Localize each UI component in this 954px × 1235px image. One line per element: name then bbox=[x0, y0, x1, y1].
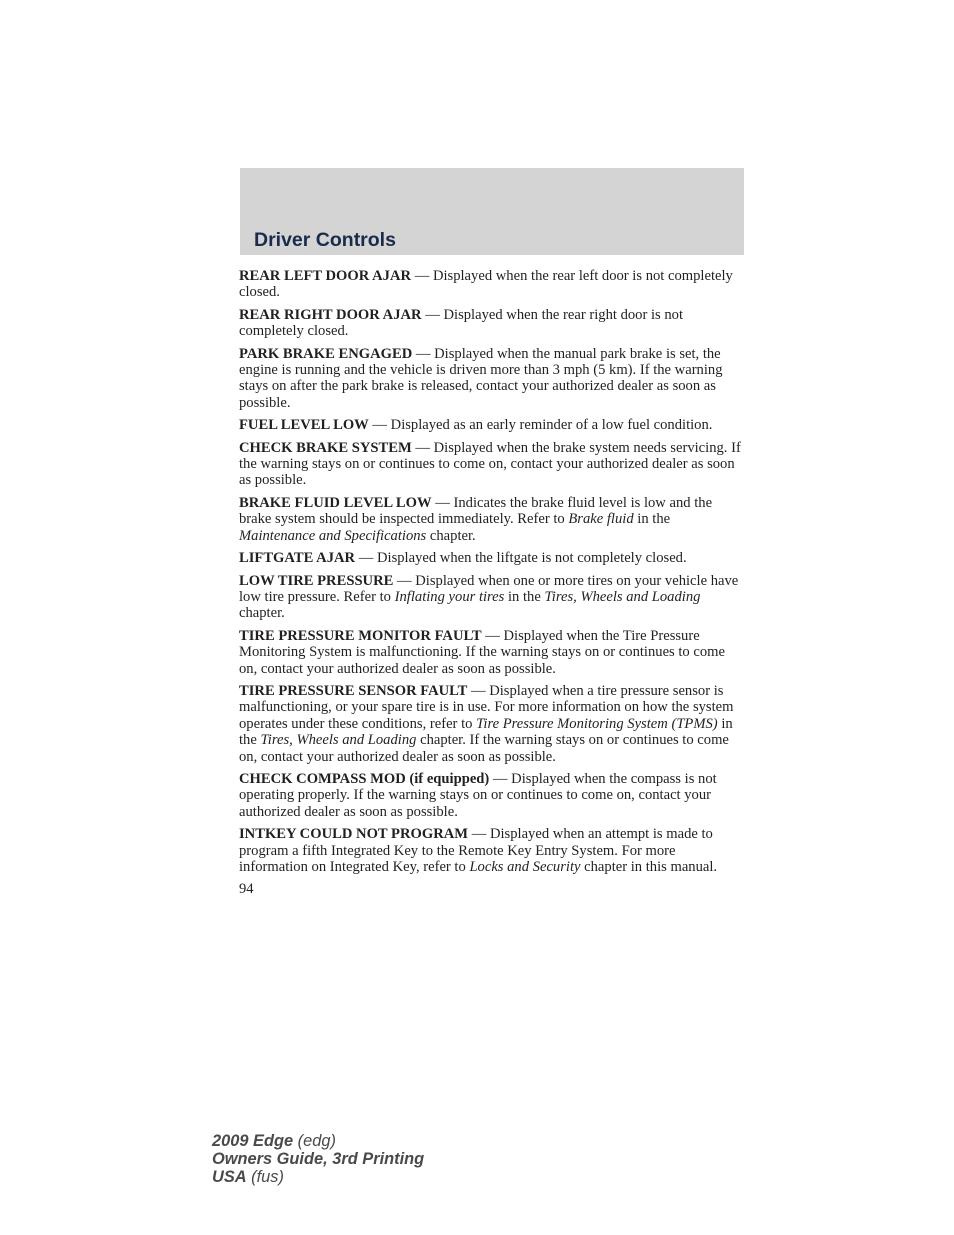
message-text: — Displayed when the brake system needs servicing. If the warning stays on or continues to come on, contact your authorized dealer as soon as possible. bbox=[239, 439, 741, 489]
chapter-header bbox=[240, 168, 744, 255]
message-text: in the bbox=[504, 588, 545, 605]
message-entry bbox=[239, 417, 743, 433]
message-entry bbox=[239, 307, 743, 340]
message-text: — Displayed when an attempt is made to program a fifth Integrated Key to the Remote Key Entry System. For more information on Integrated Key, refer to bbox=[239, 826, 713, 875]
message-list bbox=[239, 268, 743, 875]
message-text: — Displayed when the Tire Pressure Monitoring System is malfunctioning. If the warning stays on or continues to come on, contact your authorized dealer as soon as possible. bbox=[239, 627, 725, 677]
cross-reference: Maintenance and Specifications bbox=[239, 527, 427, 544]
message-text: in the bbox=[633, 511, 671, 528]
message-text: — Displayed when a tire pressure sensor is malfunctioning, or your spare tire is in use. For more information on how the system operates under these conditions, refer to bbox=[239, 682, 734, 732]
footer-line-model: 2009 Edge (edg) bbox=[212, 1132, 336, 1150]
message-text: chapter. bbox=[426, 527, 476, 544]
message-term: REAR LEFT DOOR AJAR bbox=[239, 268, 412, 284]
message-term: PARK BRAKE ENGAGED bbox=[239, 345, 413, 362]
cross-reference: Tires, Wheels and Loading bbox=[260, 732, 417, 749]
message-text: chapter. bbox=[239, 605, 285, 622]
message-entry bbox=[239, 346, 743, 412]
message-entry bbox=[239, 573, 743, 622]
message-text: chapter. If the warning stays on or continues to come on, contact your authorized dealer as soon as possible. bbox=[239, 732, 729, 765]
message-entry bbox=[239, 771, 743, 820]
message-text: chapter in this manual. bbox=[580, 859, 718, 875]
footer-line-market: USA (fus) bbox=[212, 1168, 284, 1186]
cross-reference: Brake fluid bbox=[568, 511, 634, 528]
message-term: CHECK BRAKE SYSTEM bbox=[239, 439, 412, 456]
message-term: LIFTGATE AJAR bbox=[239, 550, 356, 567]
message-text: — Displayed when one or more tires on your vehicle have low tire pressure. Refer to bbox=[239, 572, 739, 605]
message-term: LOW TIRE PRESSURE bbox=[239, 572, 394, 589]
message-term: BRAKE FLUID LEVEL LOW bbox=[239, 494, 432, 511]
message-term: CHECK COMPASS MOD (if equipped) bbox=[239, 770, 490, 787]
message-text: — Displayed as an early reminder of a low fuel condition. bbox=[368, 417, 713, 434]
cross-reference: Locks and Security bbox=[469, 859, 581, 875]
chapter-title: Driver Controls bbox=[254, 229, 396, 251]
message-term: TIRE PRESSURE MONITOR FAULT bbox=[239, 627, 482, 644]
message-term: INTKEY COULD NOT PROGRAM bbox=[239, 826, 469, 843]
message-entry bbox=[239, 683, 743, 765]
message-term: REAR RIGHT DOOR AJAR bbox=[239, 306, 422, 323]
cross-reference: Tire Pressure Monitoring System (TPMS) bbox=[476, 715, 718, 732]
message-text: — Indicates the brake fluid level is low and the brake system should be inspected immediately. Refer to bbox=[239, 494, 713, 528]
message-entry bbox=[239, 826, 743, 875]
message-entry bbox=[239, 440, 743, 489]
footer-line-guide: Owners Guide, 3rd Printing bbox=[212, 1150, 425, 1168]
message-text: — Displayed when the liftgate is not completely closed. bbox=[355, 550, 687, 567]
cross-reference: Inflating your tires bbox=[394, 588, 505, 605]
page-content bbox=[239, 268, 743, 898]
message-entry bbox=[239, 550, 743, 566]
document-footer bbox=[212, 1132, 424, 1186]
message-text: — Displayed when the rear right door is not completely closed. bbox=[239, 306, 684, 340]
message-entry bbox=[239, 268, 743, 301]
message-text: in the bbox=[239, 715, 733, 749]
message-text: — Displayed when the rear left door is not completely closed. bbox=[239, 268, 733, 301]
message-text: — Displayed when the manual park brake is set, the engine is running and the vehicle is driven more than 3 mph (5 km). If the warning stays on after the park brake is released, contact your authorized dealer as soon as possible. bbox=[239, 345, 723, 411]
message-term: TIRE PRESSURE SENSOR FAULT bbox=[239, 682, 468, 699]
message-text: — Displayed when the compass is not operating properly. If the warning stays on or continues to come on, contact your authorized dealer as soon as possible. bbox=[239, 770, 717, 820]
message-entry bbox=[239, 495, 743, 544]
page-number: 94 bbox=[239, 881, 254, 898]
message-entry bbox=[239, 628, 743, 677]
cross-reference: Tires, Wheels and Loading bbox=[544, 588, 701, 605]
message-term: FUEL LEVEL LOW bbox=[239, 417, 369, 434]
